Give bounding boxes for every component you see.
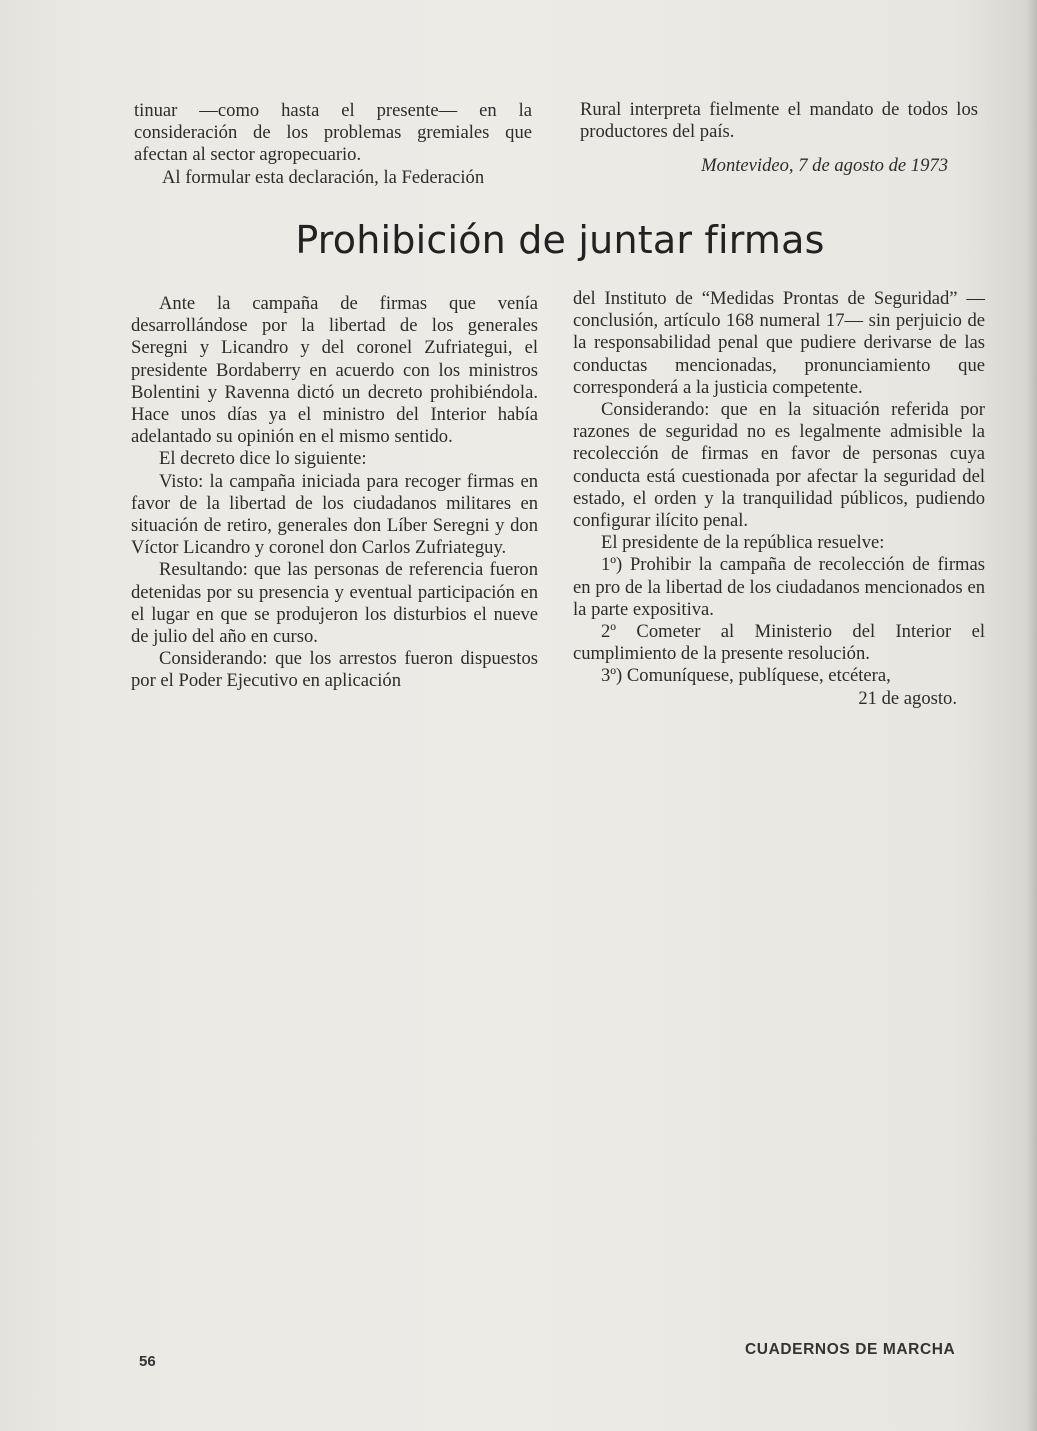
article-left-column	[131, 293, 538, 693]
paragraph: tinuar —como hasta el presente— en la consideración de los problemas gremiales que afectan al sector agropecuario.	[134, 100, 532, 166]
paragraph: Al formular esta declaración, la Federación	[162, 166, 485, 188]
page-number: 56	[139, 1353, 156, 1370]
signature-date: 21 de agosto.	[858, 687, 957, 709]
paragraph: 2º Cometer al Ministerio del Interior el cumplimiento de la presente resolución.	[573, 621, 985, 665]
paragraph: 3º) Comuníquese, publíquese, etcétera,	[601, 665, 891, 687]
paragraph: Ante la campaña de firmas que venía desarrollándose por la libertad de los generales Seregni y Licandro y del coronel Zufriategui, el presidente Bordaberry en acuerdo con los ministros Bolentini y Ravenna dictó un decreto prohibiéndola. Hace unos días ya el ministro del Interior había adelantado su opinión en el mismo sentido.	[131, 293, 538, 448]
paragraph: Resultando: que las personas de referencia fueron detenidas por su presencia y eventual participación en el lugar en que se produjeron los disturbios el nueve de julio del año en curso.	[131, 559, 538, 648]
paragraph: El presidente de la república resuelve:	[601, 532, 885, 554]
publication-name: CUADERNOS DE MARCHA	[745, 1341, 956, 1358]
paragraph: Considerando: que los arrestos fueron dispuestos por el Poder Ejecutivo en aplicación	[131, 648, 538, 692]
paragraph: del Instituto de “Medidas Prontas de Seguridad” —conclusión, artículo 168 numeral 17— sin perjuicio de la responsabilidad penal que pudiere derivarse de las conductas mencionadas, pronunciamiento que corresponderá a la justicia competente.	[573, 288, 985, 398]
paragraph: Considerando: que en la situación referida por razones de seguridad no es legalmente admisible la recolección de firmas en favor de personas cuya conducta está cuestionada por afectar la seguridad del estado, el orden y la tranquilidad públicos, pudiendo configurar ilícito penal.	[573, 399, 985, 532]
paragraph: 1º) Prohibir la campaña de recolección de firmas en pro de la libertad de los ciudadanos mencionados en la parte expositiva.	[573, 554, 985, 620]
top-right-column	[580, 99, 978, 178]
paragraph: El decreto dice lo siguiente:	[159, 448, 367, 470]
article-right-column	[573, 288, 985, 710]
paragraph: Visto: la campaña iniciada para recoger firmas en favor de la libertad de los ciudadanos militares en situación de retiro, generales don Líber Seregni y don Víctor Licandro y coronel don Carlos Zufriateguy.	[131, 470, 538, 559]
paragraph: Rural interpreta fielmente el mandato de todos los productores del país.	[580, 99, 978, 143]
top-left-column	[134, 100, 532, 189]
article-title: Prohibición de juntar firmas	[295, 218, 825, 262]
dateline: Montevideo, 7 de agosto de 1973	[701, 155, 948, 177]
